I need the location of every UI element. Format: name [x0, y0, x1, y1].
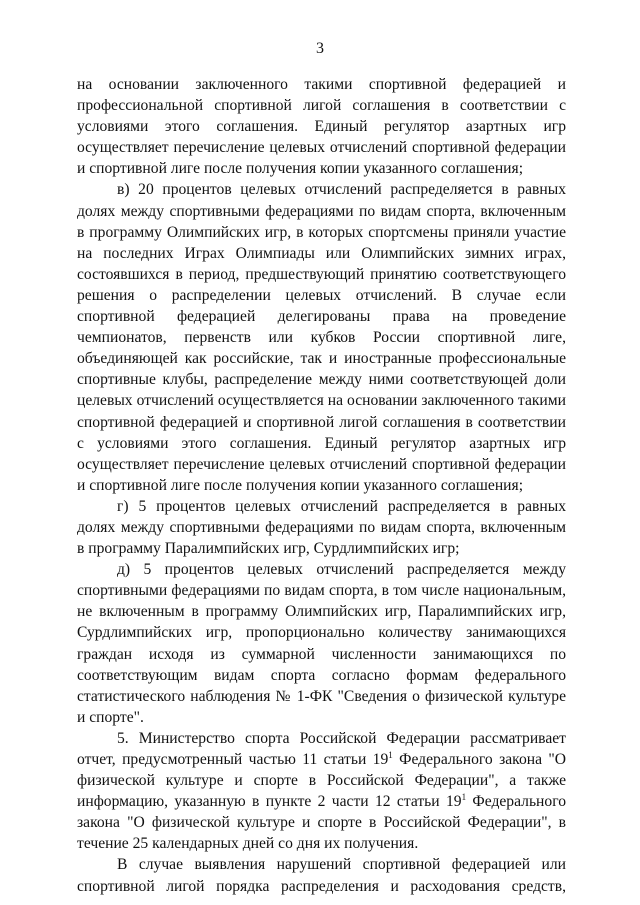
page-number: 3: [316, 40, 324, 57]
paragraph-item-d: д) 5 процентов целевых отчислений распределяется между спортивными федерациями по видам спорта, в том числе национальным, не включенным в программу Олимпийских игр, Паралимпийских игр, Сурдлимпийских игр, пропорционально количеству занимающихся граждан исходя из суммарной численности занимающихся по соответствующим видам спорта согласно формам федерального статистического наблюдения № 1-ФК "Сведения о физической культуре и спорте".: [77, 561, 566, 726]
paragraph-item-g: г) 5 процентов целевых отчислений распределяется в равных долях между спортивными федерациями по видам спорта, включенным в программу Паралимпийских игр, Сурдлимпийских игр;: [77, 497, 566, 558]
paragraph-section-5: [77, 728, 566, 855]
paragraph-item-v: в) 20 процентов целевых отчислений распределяется в равных долях между спортивными федерациями по видам спорта, включенным в программу Олимпийских игр, в которых спортсмены приняли участие на последних Играх Олимпиады или Олимпийских зимних играх, состоявшихся в период, предшествующий принятию соответствующего решения о распределении целевых отчислений. В случае если спортивной федерацией делегированы права на проведение чемпионатов, первенств или кубков России спортивной лиге, объединяющей как российские, так и иностранные профессиональные спортивные клубы, распределение между ними соответствующей доли целевых отчислений осуществляется на основании заключенного такими спортивной федерацией и спортивной лигой соглашения в соответствии с условиями этого соглашения. Единый регулятор азартных игр осуществляет перечисление целевых отчислений спортивной федерации и спортивной лиге после получения копии указанного соглашения;: [77, 181, 566, 494]
paragraph-text-part: Федерального закона "О физической культуре и спорте в Российской Федерации", в течение 25 календарных дней со дня их получения.: [77, 793, 567, 853]
superscript-marker: 1: [461, 792, 467, 803]
paragraph-text-part: 5. Министерство спорта Российской Федерации рассматривает отчет, предусмотренный частью 11 статьи 19: [77, 729, 566, 768]
paragraph-violations: В случае выявления нарушений спортивной федерацией или спортивной лигой порядка распределения и расходования средств,: [77, 856, 566, 895]
paragraph-continuation: на основании заключенного такими спортивной федерацией и профессиональной спортивной лигой соглашения в соответствии с условиями этого соглашения. Единый регулятор азартных игр осуществляет перечисление целевых отчислений спортивной федерации и спортивной лиге после получения копии указанного соглашения;: [77, 76, 566, 178]
paragraph-text-part: Федерального закона "О физической культуре и спорте в Российской Федерации", а также информацию, указанную в пункте 2 части 12 статьи 19: [77, 751, 566, 811]
superscript-marker: 1: [388, 750, 393, 760]
document-body: [77, 74, 566, 897]
